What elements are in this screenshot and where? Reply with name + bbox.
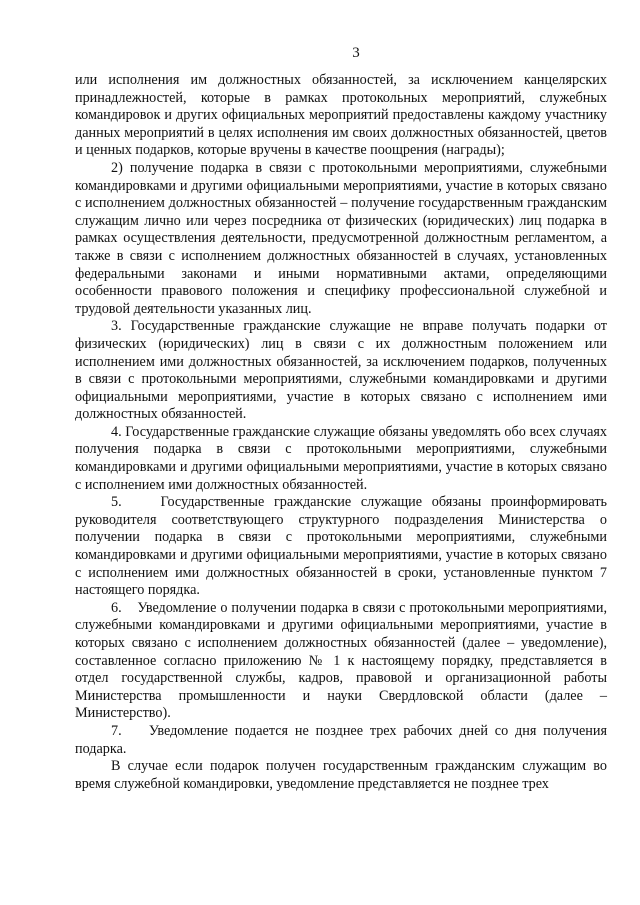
- paragraph-6: 6. Уведомление о получении подарка в связи с протокольными мероприятиями, служебными командировками и другими официальными мероприятиями, участие в которых связано с исполнением должностных обязанностей (далее – уведомление), составленное согласно приложению № 1 к настоящему порядку, представляется в отдел государственной службы, кадров, правовой и организационной работы Министерства промышленности и науки Свердловской области (далее – Министерство).: [75, 599, 611, 722]
- paragraph-8: В случае если подарок получен государственным гражданским служащим во время служебной командировки, уведомление представляется не позднее трех: [75, 758, 607, 792]
- paragraph-4: 4. Государственные гражданские служащие обязаны уведомлять обо всех случаях получения подарка в связи с протокольными мероприятиями, служебными командировками и другими официальными мероприятиями, участие в которых связано с исполнением ими должностных обязанностей.: [75, 423, 607, 493]
- page-number: 3: [352, 45, 360, 61]
- paragraph-7: 7. Уведомление подается не позднее трех рабочих дней со дня получения подарка.: [75, 722, 611, 757]
- paragraph-5: 5. Государственные гражданские служащие обязаны проинформировать руководителя соответствующего структурного подразделения Министерства о получении подарка в связи с протокольными мероприятиями, служебными командировками и другими официальными мероприятиями, участие в которых связано с исполнением ими должностных обязанностей в сроки, установленные пунктом 7 настоящего порядка.: [75, 494, 611, 599]
- paragraph-3: 3. Государственные гражданские служащие не вправе получать подарки от физических (юридических) лиц в связи с их должностным положением или исполнением ими должностных обязанностей, за исключением подарков, полученных в связи с протокольными мероприятиями, служебными командировками и другими официальными мероприятиями, участие в которых связано с исполнением ими должностных обязанностей.: [75, 318, 607, 423]
- paragraph-2: 2) получение подарка в связи с протокольными мероприятиями, служебными командировками и другими официальными мероприятиями, участие в которых связано с исполнением должностных обязанностей – получение государственным гражданским служащим лично или через посредника от физических (юридических) лиц подарка в рамках осуществления деятельности, предусмотренной должностным регламентом, а также в связи с исполнением должностных обязанностей в случаях, установленных федеральными законами и иными нормативными актами, определяющими особенности правового положения и специфику профессиональной служебной и трудовой деятельности указанных лиц.: [75, 159, 607, 317]
- paragraph-1: или исполнения им должностных обязанностей, за исключением канцелярских принадлежностей, которые в рамках протокольных мероприятий, служебных командировок и других официальных мероприятий предоставлены каждому участнику данных мероприятий в целях исполнения им своих должностных обязанностей, цветов и ценных подарков, которые вручены в качестве поощрения (награды);: [75, 72, 607, 159]
